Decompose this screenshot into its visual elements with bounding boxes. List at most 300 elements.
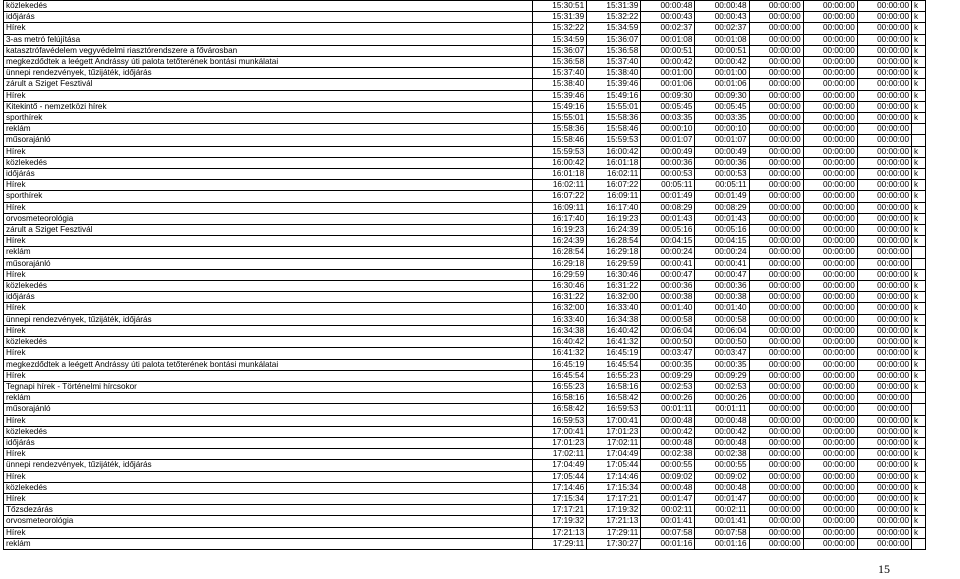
- cell-col6: 00:00:00: [803, 493, 857, 504]
- cell-flag: k: [912, 471, 926, 482]
- cell-col7: 00:00:00: [857, 124, 911, 135]
- cell-net: 00:01:41: [695, 516, 749, 527]
- cell-title: megkezdődtek a leégett Andrássy úti palota tetőterének bontási munkálatai: [4, 359, 533, 370]
- table-row: [4, 169, 926, 180]
- cell-col6: 00:00:00: [803, 314, 857, 325]
- cell-duration: 00:03:35: [641, 113, 695, 124]
- cell-col5: 00:00:00: [749, 370, 803, 381]
- cell-end: 15:59:53: [587, 135, 641, 146]
- cell-col5: 00:00:00: [749, 213, 803, 224]
- cell-col6: 00:00:00: [803, 68, 857, 79]
- table-row: [4, 258, 926, 269]
- cell-duration: 00:05:16: [641, 225, 695, 236]
- cell-flag: k: [912, 236, 926, 247]
- cell-duration: 00:01:40: [641, 303, 695, 314]
- cell-col7: 00:00:00: [857, 57, 911, 68]
- cell-col6: 00:00:00: [803, 516, 857, 527]
- cell-col7: 00:00:00: [857, 482, 911, 493]
- cell-end: 15:37:40: [587, 57, 641, 68]
- cell-col7: 00:00:00: [857, 359, 911, 370]
- cell-title: reklám: [4, 247, 533, 258]
- table-row: [4, 426, 926, 437]
- table-row: [4, 449, 926, 460]
- cell-net: 00:00:47: [695, 269, 749, 280]
- cell-flag: k: [912, 493, 926, 504]
- cell-end: 17:15:34: [587, 482, 641, 493]
- cell-flag: k: [912, 426, 926, 437]
- cell-end: 17:01:23: [587, 426, 641, 437]
- cell-col5: 00:00:00: [749, 538, 803, 549]
- cell-col6: 00:00:00: [803, 415, 857, 426]
- cell-col6: 00:00:00: [803, 45, 857, 56]
- table-row: [4, 538, 926, 549]
- table-row: [4, 191, 926, 202]
- cell-col7: 00:00:00: [857, 325, 911, 336]
- cell-start: 15:58:46: [533, 135, 587, 146]
- cell-start: 16:31:22: [533, 292, 587, 303]
- cell-col7: 00:00:00: [857, 314, 911, 325]
- cell-col6: 00:00:00: [803, 437, 857, 448]
- cell-col6: 00:00:00: [803, 281, 857, 292]
- cell-net: 00:08:29: [695, 202, 749, 213]
- cell-duration: 00:00:58: [641, 314, 695, 325]
- cell-flag: k: [912, 34, 926, 45]
- cell-col6: 00:00:00: [803, 426, 857, 437]
- cell-net: 00:00:48: [695, 437, 749, 448]
- cell-col7: 00:00:00: [857, 381, 911, 392]
- cell-title: Hírek: [4, 180, 533, 191]
- cell-duration: 00:00:10: [641, 124, 695, 135]
- cell-col7: 00:00:00: [857, 460, 911, 471]
- cell-col7: 00:00:00: [857, 146, 911, 157]
- cell-duration: 00:00:26: [641, 393, 695, 404]
- cell-duration: 00:08:29: [641, 202, 695, 213]
- cell-col6: 00:00:00: [803, 180, 857, 191]
- table-row: [4, 225, 926, 236]
- cell-title: Hírek: [4, 471, 533, 482]
- cell-duration: 00:01:11: [641, 404, 695, 415]
- table-row: [4, 180, 926, 191]
- cell-duration: 00:05:45: [641, 101, 695, 112]
- cell-flag: [912, 135, 926, 146]
- cell-col5: 00:00:00: [749, 359, 803, 370]
- cell-end: 17:05:44: [587, 460, 641, 471]
- cell-end: 17:17:21: [587, 493, 641, 504]
- cell-duration: 00:00:35: [641, 359, 695, 370]
- cell-net: 00:01:11: [695, 404, 749, 415]
- cell-net: 00:00:42: [695, 426, 749, 437]
- table-row: [4, 359, 926, 370]
- cell-col7: 00:00:00: [857, 157, 911, 168]
- cell-net: 00:00:50: [695, 337, 749, 348]
- page-number: 15: [878, 562, 890, 576]
- cell-start: 16:28:54: [533, 247, 587, 258]
- cell-start: 16:24:39: [533, 236, 587, 247]
- cell-col6: 00:00:00: [803, 124, 857, 135]
- cell-flag: k: [912, 191, 926, 202]
- cell-net: 00:05:45: [695, 101, 749, 112]
- cell-start: 16:45:54: [533, 370, 587, 381]
- cell-net: 00:09:29: [695, 370, 749, 381]
- cell-flag: k: [912, 381, 926, 392]
- cell-col6: 00:00:00: [803, 258, 857, 269]
- table-row: [4, 146, 926, 157]
- cell-flag: k: [912, 516, 926, 527]
- cell-end: 15:39:46: [587, 79, 641, 90]
- cell-col7: 00:00:00: [857, 180, 911, 191]
- cell-title: Hírek: [4, 348, 533, 359]
- cell-duration: 00:02:38: [641, 449, 695, 460]
- cell-col6: 00:00:00: [803, 101, 857, 112]
- table-row: [4, 45, 926, 56]
- cell-net: 00:02:38: [695, 449, 749, 460]
- cell-title: Hírek: [4, 202, 533, 213]
- cell-start: 17:05:44: [533, 471, 587, 482]
- cell-col5: 00:00:00: [749, 79, 803, 90]
- table-row: [4, 314, 926, 325]
- cell-start: 15:49:16: [533, 101, 587, 112]
- cell-duration: 00:04:15: [641, 236, 695, 247]
- cell-net: 00:02:11: [695, 505, 749, 516]
- cell-flag: k: [912, 415, 926, 426]
- cell-start: 16:40:42: [533, 337, 587, 348]
- cell-col5: 00:00:00: [749, 23, 803, 34]
- cell-start: 15:58:36: [533, 124, 587, 135]
- cell-duration: 00:00:55: [641, 460, 695, 471]
- cell-end: 16:02:11: [587, 169, 641, 180]
- cell-net: 00:01:40: [695, 303, 749, 314]
- cell-col7: 00:00:00: [857, 1, 911, 12]
- cell-start: 15:59:53: [533, 146, 587, 157]
- cell-flag: k: [912, 370, 926, 381]
- cell-duration: 00:01:08: [641, 34, 695, 45]
- cell-end: 15:58:46: [587, 124, 641, 135]
- cell-net: 00:01:16: [695, 538, 749, 549]
- cell-end: 17:29:11: [587, 527, 641, 538]
- cell-col7: 00:00:00: [857, 34, 911, 45]
- cell-flag: k: [912, 169, 926, 180]
- cell-flag: [912, 258, 926, 269]
- cell-title: műsorajánló: [4, 258, 533, 269]
- cell-col7: 00:00:00: [857, 303, 911, 314]
- cell-duration: 00:00:38: [641, 292, 695, 303]
- cell-col7: 00:00:00: [857, 247, 911, 258]
- cell-col5: 00:00:00: [749, 113, 803, 124]
- cell-col7: 00:00:00: [857, 79, 911, 90]
- cell-col6: 00:00:00: [803, 337, 857, 348]
- cell-flag: k: [912, 325, 926, 336]
- cell-end: 17:19:32: [587, 505, 641, 516]
- cell-col6: 00:00:00: [803, 292, 857, 303]
- cell-start: 16:29:59: [533, 269, 587, 280]
- cell-col5: 00:00:00: [749, 225, 803, 236]
- cell-net: 00:03:47: [695, 348, 749, 359]
- cell-flag: k: [912, 460, 926, 471]
- cell-start: 17:02:11: [533, 449, 587, 460]
- table-row: [4, 437, 926, 448]
- cell-flag: k: [912, 90, 926, 101]
- cell-col7: 00:00:00: [857, 225, 911, 236]
- table-row: [4, 337, 926, 348]
- cell-title: Hírek: [4, 325, 533, 336]
- cell-net: 00:00:43: [695, 12, 749, 23]
- cell-end: 16:58:16: [587, 381, 641, 392]
- cell-flag: k: [912, 23, 926, 34]
- table-row: [4, 505, 926, 516]
- table-row: [4, 135, 926, 146]
- table-row: [4, 292, 926, 303]
- cell-start: 15:37:40: [533, 68, 587, 79]
- cell-col6: 00:00:00: [803, 404, 857, 415]
- cell-col5: 00:00:00: [749, 281, 803, 292]
- cell-title: zárult a Sziget Fesztivál: [4, 225, 533, 236]
- cell-duration: 00:01:41: [641, 516, 695, 527]
- cell-col6: 00:00:00: [803, 381, 857, 392]
- table-row: [4, 34, 926, 45]
- cell-col5: 00:00:00: [749, 236, 803, 247]
- cell-col5: 00:00:00: [749, 505, 803, 516]
- cell-end: 16:28:54: [587, 236, 641, 247]
- cell-flag: k: [912, 314, 926, 325]
- cell-title: időjárás: [4, 12, 533, 23]
- cell-end: 16:00:42: [587, 146, 641, 157]
- cell-title: sporthírek: [4, 113, 533, 124]
- cell-title: közlekedés: [4, 1, 533, 12]
- cell-flag: k: [912, 12, 926, 23]
- cell-start: 16:07:22: [533, 191, 587, 202]
- cell-col6: 00:00:00: [803, 359, 857, 370]
- table-row: [4, 370, 926, 381]
- cell-start: 16:29:18: [533, 258, 587, 269]
- cell-col6: 00:00:00: [803, 34, 857, 45]
- cell-col5: 00:00:00: [749, 482, 803, 493]
- cell-duration: 00:00:49: [641, 146, 695, 157]
- cell-col6: 00:00:00: [803, 169, 857, 180]
- cell-col6: 00:00:00: [803, 57, 857, 68]
- cell-net: 00:00:26: [695, 393, 749, 404]
- cell-start: 15:31:39: [533, 12, 587, 23]
- table-row: [4, 157, 926, 168]
- cell-flag: k: [912, 292, 926, 303]
- cell-duration: 00:00:41: [641, 258, 695, 269]
- cell-net: 00:01:00: [695, 68, 749, 79]
- cell-net: 00:00:48: [695, 482, 749, 493]
- cell-start: 17:19:32: [533, 516, 587, 527]
- table-row: [4, 113, 926, 124]
- cell-start: 17:17:21: [533, 505, 587, 516]
- cell-start: 15:32:22: [533, 23, 587, 34]
- cell-duration: 00:00:48: [641, 437, 695, 448]
- table-row: [4, 1, 926, 12]
- cell-net: 00:01:47: [695, 493, 749, 504]
- cell-col5: 00:00:00: [749, 90, 803, 101]
- cell-title: megkezdődtek a leégett Andrássy úti palota tetőterének bontási munkálatai: [4, 57, 533, 68]
- cell-col5: 00:00:00: [749, 45, 803, 56]
- cell-flag: k: [912, 79, 926, 90]
- cell-net: 00:05:16: [695, 225, 749, 236]
- cell-start: 15:55:01: [533, 113, 587, 124]
- cell-net: 00:00:38: [695, 292, 749, 303]
- cell-duration: 00:01:00: [641, 68, 695, 79]
- cell-end: 16:40:42: [587, 325, 641, 336]
- cell-col7: 00:00:00: [857, 169, 911, 180]
- cell-flag: k: [912, 45, 926, 56]
- cell-col5: 00:00:00: [749, 348, 803, 359]
- cell-flag: k: [912, 269, 926, 280]
- cell-flag: [912, 124, 926, 135]
- cell-end: 15:36:58: [587, 45, 641, 56]
- cell-start: 16:02:11: [533, 180, 587, 191]
- cell-col7: 00:00:00: [857, 426, 911, 437]
- cell-col5: 00:00:00: [749, 202, 803, 213]
- cell-net: 00:03:35: [695, 113, 749, 124]
- cell-start: 16:33:40: [533, 314, 587, 325]
- cell-col5: 00:00:00: [749, 337, 803, 348]
- cell-col7: 00:00:00: [857, 12, 911, 23]
- cell-duration: 00:05:11: [641, 180, 695, 191]
- table-row: [4, 303, 926, 314]
- cell-title: reklám: [4, 124, 533, 135]
- cell-col5: 00:00:00: [749, 191, 803, 202]
- cell-col5: 00:00:00: [749, 449, 803, 460]
- table-row: [4, 90, 926, 101]
- cell-title: közlekedés: [4, 337, 533, 348]
- cell-col5: 00:00:00: [749, 34, 803, 45]
- cell-duration: 00:00:47: [641, 269, 695, 280]
- cell-flag: k: [912, 202, 926, 213]
- cell-flag: k: [912, 281, 926, 292]
- cell-duration: 00:00:53: [641, 169, 695, 180]
- cell-title: reklám: [4, 393, 533, 404]
- cell-col6: 00:00:00: [803, 90, 857, 101]
- cell-duration: 00:01:47: [641, 493, 695, 504]
- cell-col6: 00:00:00: [803, 79, 857, 90]
- cell-col5: 00:00:00: [749, 437, 803, 448]
- cell-net: 00:04:15: [695, 236, 749, 247]
- table-row: [4, 527, 926, 538]
- cell-duration: 00:00:36: [641, 281, 695, 292]
- cell-duration: 00:02:11: [641, 505, 695, 516]
- cell-title: műsorajánló: [4, 404, 533, 415]
- cell-start: 16:17:40: [533, 213, 587, 224]
- cell-col6: 00:00:00: [803, 12, 857, 23]
- cell-flag: k: [912, 449, 926, 460]
- cell-flag: k: [912, 505, 926, 516]
- cell-start: 17:15:34: [533, 493, 587, 504]
- cell-net: 00:01:49: [695, 191, 749, 202]
- cell-end: 16:19:23: [587, 213, 641, 224]
- cell-net: 00:01:08: [695, 34, 749, 45]
- table-row: [4, 325, 926, 336]
- cell-col7: 00:00:00: [857, 213, 911, 224]
- cell-duration: 00:00:24: [641, 247, 695, 258]
- cell-flag: k: [912, 337, 926, 348]
- cell-duration: 00:00:43: [641, 12, 695, 23]
- cell-end: 15:32:22: [587, 12, 641, 23]
- cell-col6: 00:00:00: [803, 538, 857, 549]
- cell-net: 00:01:06: [695, 79, 749, 90]
- cell-title: időjárás: [4, 169, 533, 180]
- cell-flag: k: [912, 482, 926, 493]
- cell-flag: k: [912, 180, 926, 191]
- cell-net: 00:01:07: [695, 135, 749, 146]
- cell-net: 00:06:04: [695, 325, 749, 336]
- cell-end: 16:41:32: [587, 337, 641, 348]
- cell-col7: 00:00:00: [857, 101, 911, 112]
- cell-end: 17:04:49: [587, 449, 641, 460]
- cell-col7: 00:00:00: [857, 505, 911, 516]
- cell-net: 00:02:37: [695, 23, 749, 34]
- cell-col7: 00:00:00: [857, 337, 911, 348]
- cell-col5: 00:00:00: [749, 57, 803, 68]
- cell-title: orvosmeteorológia: [4, 213, 533, 224]
- cell-col6: 00:00:00: [803, 482, 857, 493]
- cell-start: 17:14:46: [533, 482, 587, 493]
- cell-title: Hírek: [4, 146, 533, 157]
- cell-flag: k: [912, 57, 926, 68]
- cell-col7: 00:00:00: [857, 292, 911, 303]
- cell-end: 16:01:18: [587, 157, 641, 168]
- cell-col5: 00:00:00: [749, 101, 803, 112]
- cell-net: 00:00:49: [695, 146, 749, 157]
- cell-col7: 00:00:00: [857, 348, 911, 359]
- cell-col6: 00:00:00: [803, 157, 857, 168]
- cell-net: 00:05:11: [695, 180, 749, 191]
- cell-title: Tőzsdezárás: [4, 505, 533, 516]
- cell-col5: 00:00:00: [749, 157, 803, 168]
- cell-col6: 00:00:00: [803, 505, 857, 516]
- cell-net: 00:00:41: [695, 258, 749, 269]
- cell-col7: 00:00:00: [857, 202, 911, 213]
- cell-title: Hírek: [4, 236, 533, 247]
- table-row: [4, 471, 926, 482]
- cell-col6: 00:00:00: [803, 225, 857, 236]
- cell-col5: 00:00:00: [749, 404, 803, 415]
- cell-col6: 00:00:00: [803, 303, 857, 314]
- cell-end: 16:24:39: [587, 225, 641, 236]
- cell-net: 00:07:58: [695, 527, 749, 538]
- cell-flag: k: [912, 68, 926, 79]
- cell-col7: 00:00:00: [857, 516, 911, 527]
- cell-end: 17:14:46: [587, 471, 641, 482]
- cell-start: 16:09:11: [533, 202, 587, 213]
- cell-flag: k: [912, 359, 926, 370]
- cell-col5: 00:00:00: [749, 135, 803, 146]
- cell-net: 00:01:43: [695, 213, 749, 224]
- cell-col5: 00:00:00: [749, 247, 803, 258]
- cell-col6: 00:00:00: [803, 370, 857, 381]
- cell-end: 15:36:07: [587, 34, 641, 45]
- cell-flag: k: [912, 527, 926, 538]
- cell-end: 16:55:23: [587, 370, 641, 381]
- cell-net: 00:00:58: [695, 314, 749, 325]
- cell-flag: [912, 404, 926, 415]
- cell-title: Tegnapi hírek - Történelmi hírcsokor: [4, 381, 533, 392]
- table-row: [4, 381, 926, 392]
- cell-col7: 00:00:00: [857, 258, 911, 269]
- cell-col7: 00:00:00: [857, 527, 911, 538]
- cell-col5: 00:00:00: [749, 516, 803, 527]
- cell-net: 00:00:42: [695, 57, 749, 68]
- cell-start: 16:30:46: [533, 281, 587, 292]
- cell-col5: 00:00:00: [749, 68, 803, 79]
- cell-col5: 00:00:00: [749, 415, 803, 426]
- cell-start: 16:55:23: [533, 381, 587, 392]
- cell-end: 17:30:27: [587, 538, 641, 549]
- cell-end: 15:38:40: [587, 68, 641, 79]
- cell-col7: 00:00:00: [857, 135, 911, 146]
- table-row: [4, 460, 926, 471]
